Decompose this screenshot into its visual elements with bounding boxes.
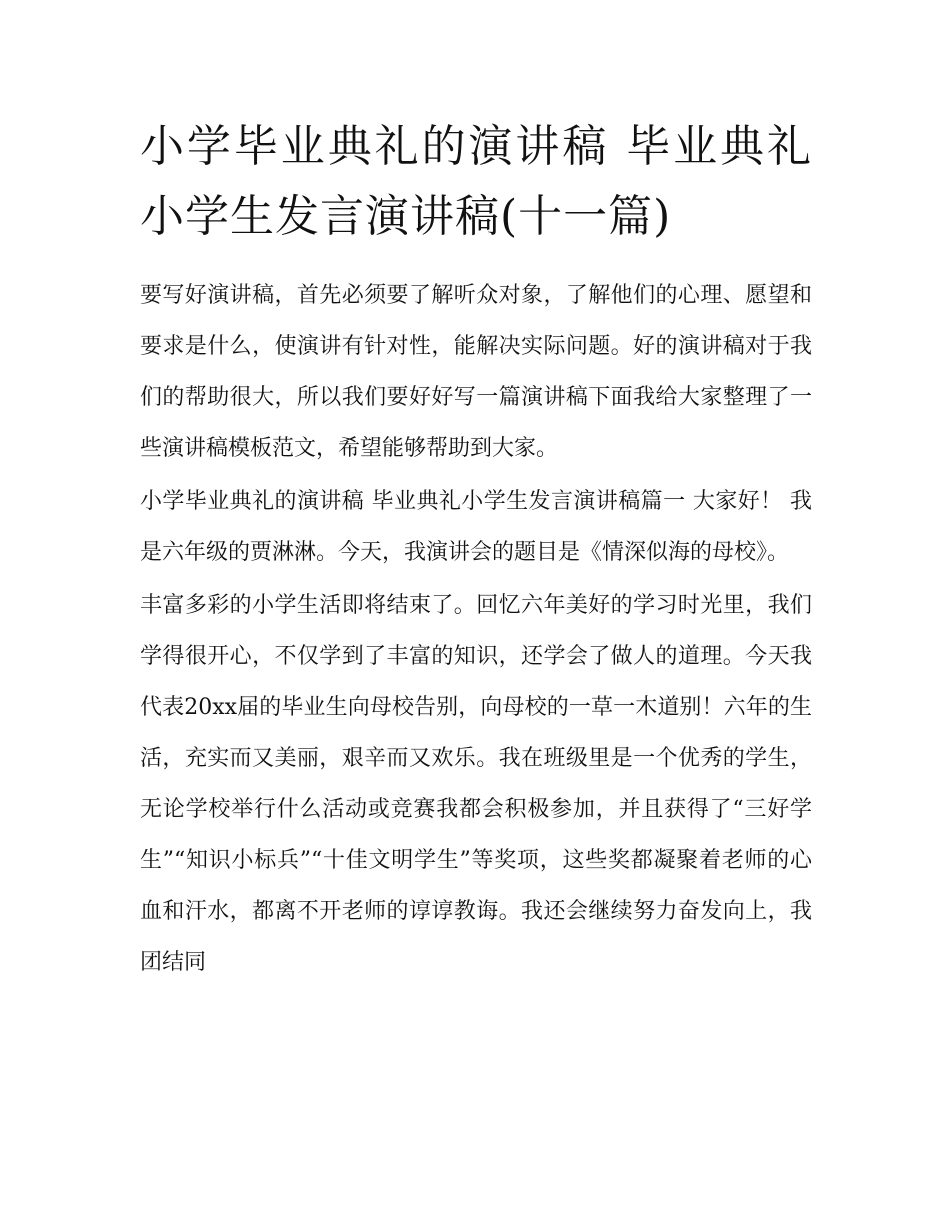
document-body [140, 112, 812, 990]
paragraph-speech-body: 丰富多彩的小学生活即将结束了。回忆六年美好的学习时光里，我们学得很开心，不仅学到了丰富的知识，还学会了做人的道理。今天我代表20xx届的毕业生向母校告别，向母校的一草一木道别！六年的生活，充实而又美丽，艰辛而又欢乐。我在班级里是一个优秀的学生，无论学校举行什么活动或竞赛我都会积极参加，并且获得了“三好学生”“知识小标兵”“十佳文明学生”等奖项，这些奖都凝聚着老师的心血和汗水，都离不开老师的谆谆教诲。我还会继续努力奋发向上，我团结同 [140, 593, 812, 975]
paragraph-intro: 要写好演讲稿，首先必须要了解听众对象，了解他们的心理、愿望和要求是什么，使演讲有针对性，能解决实际问题。好的演讲稿对于我们的帮助很大，所以我们要好好写一篇演讲稿下面我给大家整理了一些演讲稿模板范文，希望能够帮助到大家。 [140, 283, 812, 461]
paragraph-speech-opening: 小学毕业典礼的演讲稿 毕业典礼小学生发言演讲稿篇一 大家好！ 我是六年级的贾淋淋。今天，我演讲会的题目是《情深似海的母校》。 [140, 489, 812, 565]
document-title: 小学毕业典礼的演讲稿 毕业典礼小学生发言演讲稿(十一篇) [140, 121, 812, 242]
